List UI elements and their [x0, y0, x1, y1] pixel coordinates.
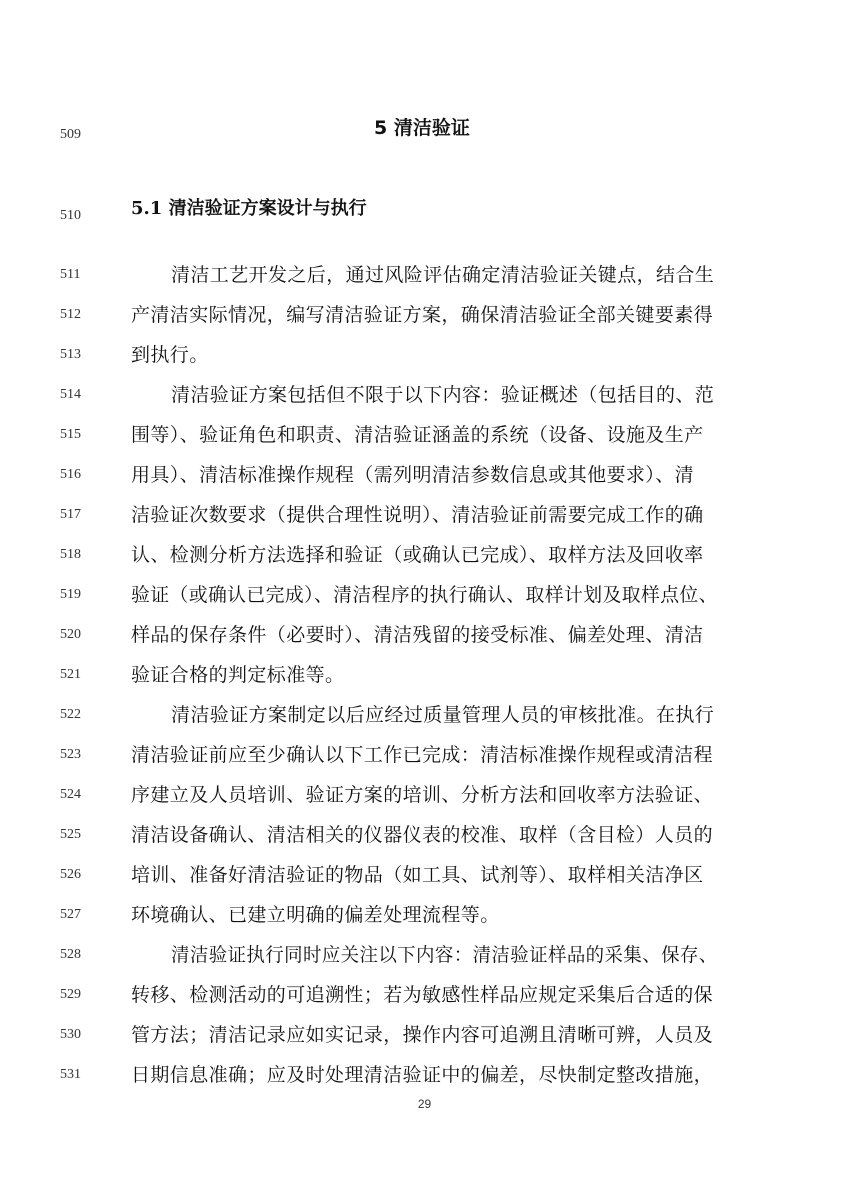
line-number: 523 [60, 747, 81, 762]
text-line [0, 815, 849, 855]
line-text: 到执行。 [131, 344, 209, 366]
line-text: 用具）、清洁标准操作规程（需列明清洁参数信息或其他要求）、清 [131, 464, 695, 486]
line-number: 528 [60, 947, 81, 962]
line-text: 清洁验证前应至少确认以下工作已完成：清洁标准操作规程或清洁程 [131, 744, 714, 766]
text-line [0, 1015, 849, 1055]
line-text: 管方法；清洁记录应如实记录，操作内容可追溯且清晰可辨，人员及 [131, 1024, 714, 1046]
text-line [0, 615, 849, 655]
line-number: 526 [60, 867, 81, 882]
line-text: 清洁工艺开发之后，通过风险评估确定清洁验证关键点，结合生 [171, 264, 715, 286]
text-line [0, 495, 849, 535]
line-number: 530 [60, 1027, 81, 1042]
text-line [0, 455, 849, 495]
line-number: 512 [60, 307, 81, 322]
line-number: 521 [60, 667, 81, 682]
line-number: 517 [60, 507, 81, 522]
line-number: 527 [60, 907, 81, 922]
line-number: 509 [60, 127, 81, 142]
text-line [0, 895, 849, 935]
line-text: 样品的保存条件（必要时）、清洁残留的接受标准、偏差处理、清洁 [131, 624, 704, 646]
line-text: 清洁验证方案包括但不限于以下内容：验证概述（包括目的、范 [171, 384, 715, 406]
line-number: 518 [60, 547, 81, 562]
text-line [0, 695, 849, 735]
text-line [0, 775, 849, 815]
section-line [0, 196, 849, 236]
line-number: 529 [60, 987, 81, 1002]
line-number: 514 [60, 387, 81, 402]
text-line [0, 255, 849, 295]
line-number: 522 [60, 707, 81, 722]
line-number: 525 [60, 827, 81, 842]
line-text: 产清洁实际情况，编写清洁验证方案，确保清洁验证全部关键要素得 [131, 304, 714, 326]
line-number: 515 [60, 427, 81, 442]
text-line [0, 535, 849, 575]
page-number: 29 [417, 1097, 432, 1111]
line-text: 验证合格的判定标准等。 [131, 664, 345, 686]
text-line [0, 575, 849, 615]
text-line [0, 975, 849, 1015]
line-number: 510 [60, 208, 81, 223]
section-title: 5.1 清洁验证方案设计与执行 [131, 198, 367, 219]
line-text: 清洁设备确认、清洁相关的仪器仪表的校准、取样（含目检）人员的 [131, 824, 714, 846]
text-line [0, 295, 849, 335]
line-number: 519 [60, 587, 81, 602]
line-text: 清洁验证执行同时应关注以下内容：清洁验证样品的采集、保存、 [171, 944, 718, 966]
line-text: 围等）、验证角色和职责、清洁验证涵盖的系统（设备、设施及生产 [131, 424, 704, 446]
line-text: 转移、检测活动的可追溯性；若为敏感性样品应规定采集后合适的保 [131, 984, 714, 1006]
line-number: 513 [60, 347, 81, 362]
text-line [0, 375, 849, 415]
chapter-title: 5 清洁验证 [374, 117, 470, 139]
line-number: 516 [60, 467, 81, 482]
line-text: 认、检测分析方法选择和验证（或确认已完成）、取样方法及回收率 [131, 544, 704, 566]
line-text: 环境确认、已建立明确的偏差处理流程等。 [131, 904, 500, 926]
line-text: 日期信息准确；应及时处理清洁验证中的偏差，尽快制定整改措施， [131, 1064, 714, 1086]
text-line [0, 1055, 849, 1095]
text-line [0, 935, 849, 975]
text-line [0, 655, 849, 695]
line-text: 洁验证次数要求（提供合理性说明）、清洁验证前需要完成工作的确 [131, 504, 704, 526]
text-line [0, 735, 849, 775]
text-line [0, 415, 849, 455]
line-number: 524 [60, 787, 81, 802]
line-text: 清洁验证方案制定以后应经过质量管理人员的审核批准。在执行 [171, 704, 715, 726]
line-number: 520 [60, 627, 81, 642]
line-number: 511 [60, 267, 81, 282]
line-number: 531 [60, 1067, 81, 1082]
line-text: 培训、准备好清洁验证的物品（如工具、试剂等）、取样相关洁净区 [131, 864, 704, 886]
text-line [0, 855, 849, 895]
line-text: 序建立及人员培训、验证方案的培训、分析方法和回收率方法验证、 [131, 784, 714, 806]
line-text: 验证（或确认已完成）、清洁程序的执行确认、取样计划及取样点位、 [131, 584, 718, 606]
text-line [0, 335, 849, 375]
